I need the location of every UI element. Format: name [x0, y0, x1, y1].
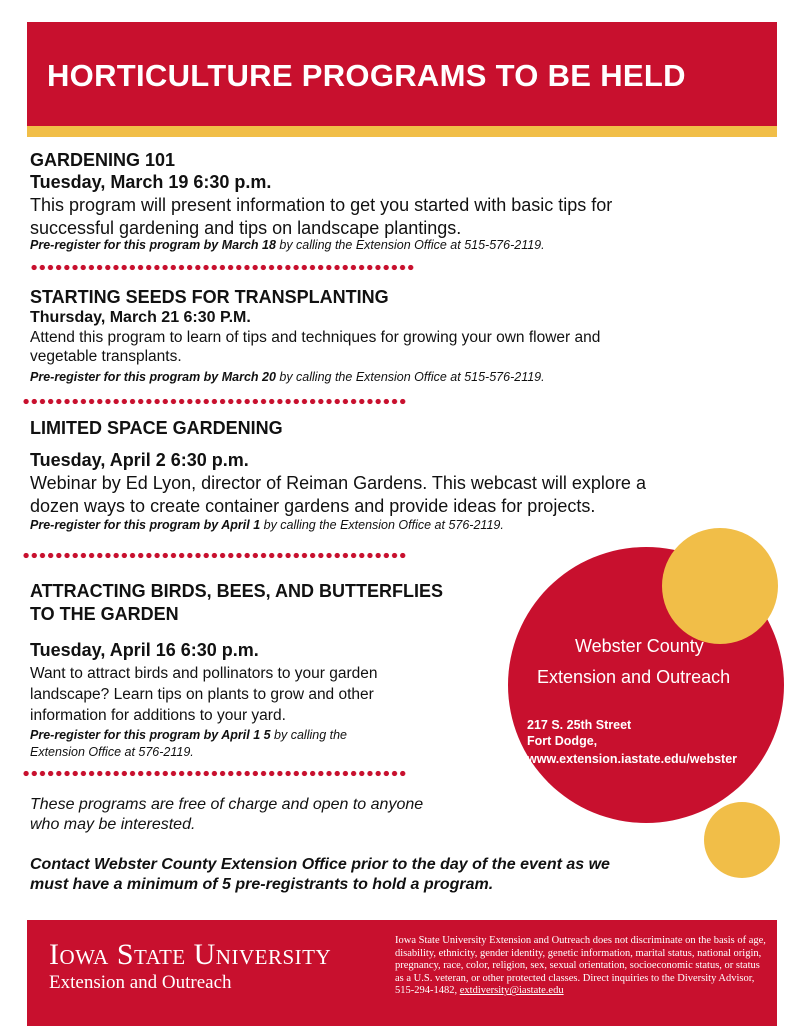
isu-logo: Iowa State University	[49, 938, 332, 971]
program-description: landscape? Learn tips on plants to grow and other	[30, 686, 374, 703]
office-name: Webster County	[575, 636, 704, 656]
office-url[interactable]: www.extension.iastate.edu/webster	[527, 752, 738, 766]
program-description: successful gardening and tips on landscape plantings.	[30, 218, 462, 238]
program-title: GARDENING 101	[30, 150, 176, 170]
program-date: Tuesday, March 19 6:30 p.m.	[30, 172, 272, 192]
office-name: Extension and Outreach	[537, 667, 731, 687]
gold-accent-bar	[27, 126, 777, 137]
program-description: Webinar by Ed Lyon, director of Reiman Gardens. This webcast will explore a	[30, 473, 646, 493]
nondiscrimination-statement: Iowa State University Extension and Outreach does not discriminate on the basis of age, disability, ethnicity, gender identity, genetic information, marital status, national origin, pregnancy, race, color, religion, sex, sexual orientation, socioeconomic status, or status as a U.S. veteran, or other protected classes. Direct inquiries to the Diversity Advisor, 515-294-1482, extdiversity@iastate.edu	[395, 935, 766, 997]
program-title: LIMITED SPACE GARDENING	[30, 418, 283, 438]
gold-circle-top	[662, 528, 778, 644]
contact-note: must have a minimum of 5 pre-registrants to hold a program.	[30, 876, 494, 893]
program-description: vegetable transplants.	[30, 348, 182, 365]
contact-note: Contact Webster County Extension Office prior to the day of the event as we	[30, 856, 610, 873]
preregister-note: Extension Office at 576-2119.	[30, 745, 194, 759]
page-title: HORTICULTURE PROGRAMS TO BE HELD	[47, 58, 686, 93]
footer-banner	[27, 920, 777, 1026]
free-note: These programs are free of charge and open to anyone	[30, 796, 424, 813]
program-description: dozen ways to create container gardens and provide ideas for projects.	[30, 496, 596, 516]
preregister-note: Pre-register for this program by April 1 by calling the Extension Office at 576-2119.	[30, 518, 504, 532]
program-description: information for additions to your yard.	[30, 707, 286, 724]
program-description: Attend this program to learn of tips and techniques for growing your own flower and	[30, 329, 601, 346]
program-description: Want to attract birds and pollinators to your garden	[30, 665, 378, 682]
gold-circle-bottom	[704, 802, 780, 878]
office-url-clip	[527, 750, 765, 768]
program-date: Tuesday, April 16 6:30 p.m.	[30, 640, 259, 660]
program-description: This program will present information to get you started with basic tips for	[30, 195, 613, 215]
program-title: ATTRACTING BIRDS, BEES, AND BUTTERFLIES	[30, 581, 443, 601]
preregister-note: Pre-register for this program by April 1 5 by calling the	[30, 728, 348, 742]
diversity-email-link[interactable]: extdiversity@iastate.edu	[459, 985, 564, 997]
preregister-note: Pre-register for this program by March 20 by calling the Extension Office at 515-576-2119.	[30, 370, 545, 384]
office-street: 217 S. 25th Street	[527, 718, 632, 732]
program-title: TO THE GARDEN	[30, 604, 179, 624]
office-city: Fort Dodge,	[527, 734, 598, 748]
free-note: who may be interested.	[30, 816, 196, 833]
dotted-divider	[22, 552, 407, 559]
dotted-divider	[30, 264, 415, 271]
isu-logo-subtitle: Extension and Outreach	[49, 972, 232, 993]
program-title: STARTING SEEDS FOR TRANSPLANTING	[30, 287, 389, 307]
program-date: Tuesday, April 2 6:30 p.m.	[30, 450, 249, 470]
dotted-divider	[22, 398, 407, 405]
program-date: Thursday, March 21 6:30 P.M.	[30, 309, 251, 326]
header-banner	[27, 22, 777, 126]
preregister-note: Pre-register for this program by March 18 by calling the Extension Office at 515-576-2119.	[30, 238, 545, 252]
dotted-divider	[22, 770, 407, 777]
